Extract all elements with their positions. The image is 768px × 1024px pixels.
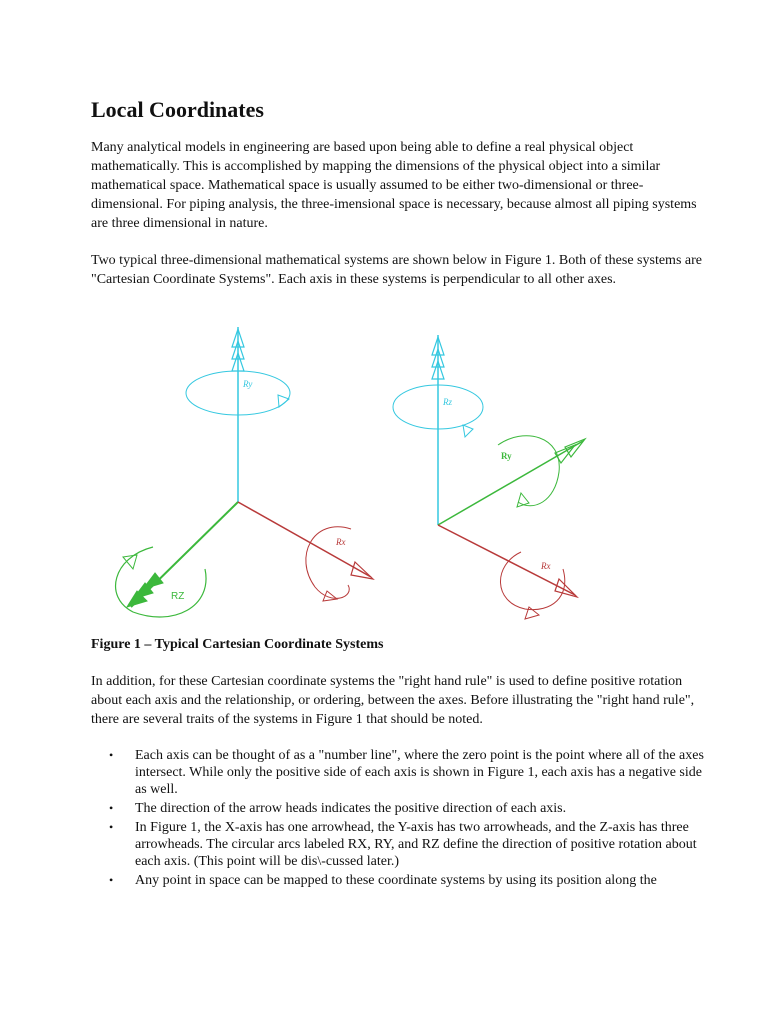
right-red-arrowhead xyxy=(555,579,577,597)
bullet-icon: • xyxy=(109,820,114,834)
left-cyan-arc-arrowhead xyxy=(278,395,289,407)
list-item-text: The direction of the arrow heads indicates the positive direction of each axis. xyxy=(135,801,567,816)
coordinate-systems-illustration xyxy=(93,307,623,625)
bullet-icon: • xyxy=(109,801,114,815)
left-ry-label: Ry xyxy=(243,379,253,389)
bullet-icon: • xyxy=(109,873,114,887)
left-green-arrowheads xyxy=(127,573,163,607)
figure-1 xyxy=(93,307,623,625)
list-item xyxy=(109,747,711,798)
left-green-arc-arrowhead xyxy=(123,555,137,569)
figure-caption: Figure 1 – Typical Cartesian Coordinate Systems xyxy=(91,637,384,652)
bullet-icon: • xyxy=(109,748,114,762)
right-red-axis xyxy=(438,525,575,595)
left-rx-label: Rx xyxy=(336,537,346,547)
list-item-text: In Figure 1, the X-axis has one arrowhead, the Y-axis has two arrowheads, and the Z-axis has three arrowheads. The circular arcs labeled RX, RY, and RZ define the direction of positive rotation about each axis. (This point will be dis\-cussed later.) xyxy=(135,820,697,869)
right-coordinate-system xyxy=(393,335,585,619)
list-item xyxy=(109,800,711,817)
traits-list xyxy=(91,747,711,889)
right-rotation-arc-green xyxy=(498,436,559,506)
right-hand-rule-paragraph: In addition, for these Cartesian coordinate systems the "right hand rule" is used to define positive rotation about each axis and the relationship, or ordering, between the axes. Before illustrating the "right hand rule", there are several traits of the systems in Figure 1 that should be noted. xyxy=(91,674,695,727)
list-item-text: Any point in space can be mapped to these coordinate systems by using its position along the xyxy=(135,873,657,888)
page-title: Local Coordinates xyxy=(91,97,264,122)
intro-paragraph: Many analytical models in engineering are based upon being able to define a real physical object mathematically. This is accomplished by mapping the dimensions of the physical object into a similar mathematical space. Mathematical space is usually assumed to be either two-dimensional or three-dimensional. For piping analysis, the three-imensional space is necessary, because almost all piping systems are three dimensional in nature. xyxy=(91,140,697,231)
left-coordinate-system xyxy=(116,327,373,617)
document-page xyxy=(91,96,711,891)
left-red-arc-arrowhead xyxy=(323,591,337,601)
right-ry-label: Ry xyxy=(501,451,512,461)
left-rz-label: RZ xyxy=(171,591,185,602)
list-item-text: Each axis can be thought of as a "number line", where the zero point is the point where all of the axes intersect. While only the positive side of each axis is shown in Figure 1, each axis has a negative side as well. xyxy=(135,748,704,797)
right-green-arc-arrowhead xyxy=(517,493,529,507)
right-rz-top-label: Rz xyxy=(443,397,452,407)
right-rotation-arc-red xyxy=(500,552,564,610)
right-cyan-arc-arrowhead xyxy=(463,425,473,437)
left-red-axis xyxy=(238,502,371,577)
systems-paragraph: Two typical three-dimensional mathematical systems are shown below in Figure 1. Both of these systems are "Cartesian Coordinate Systems". Each axis in these systems is perpendicular to all other axes. xyxy=(91,253,702,287)
right-rx-label: Rx xyxy=(541,561,551,571)
list-item xyxy=(109,872,711,889)
list-item xyxy=(109,819,711,870)
left-red-arrowhead xyxy=(351,562,373,579)
